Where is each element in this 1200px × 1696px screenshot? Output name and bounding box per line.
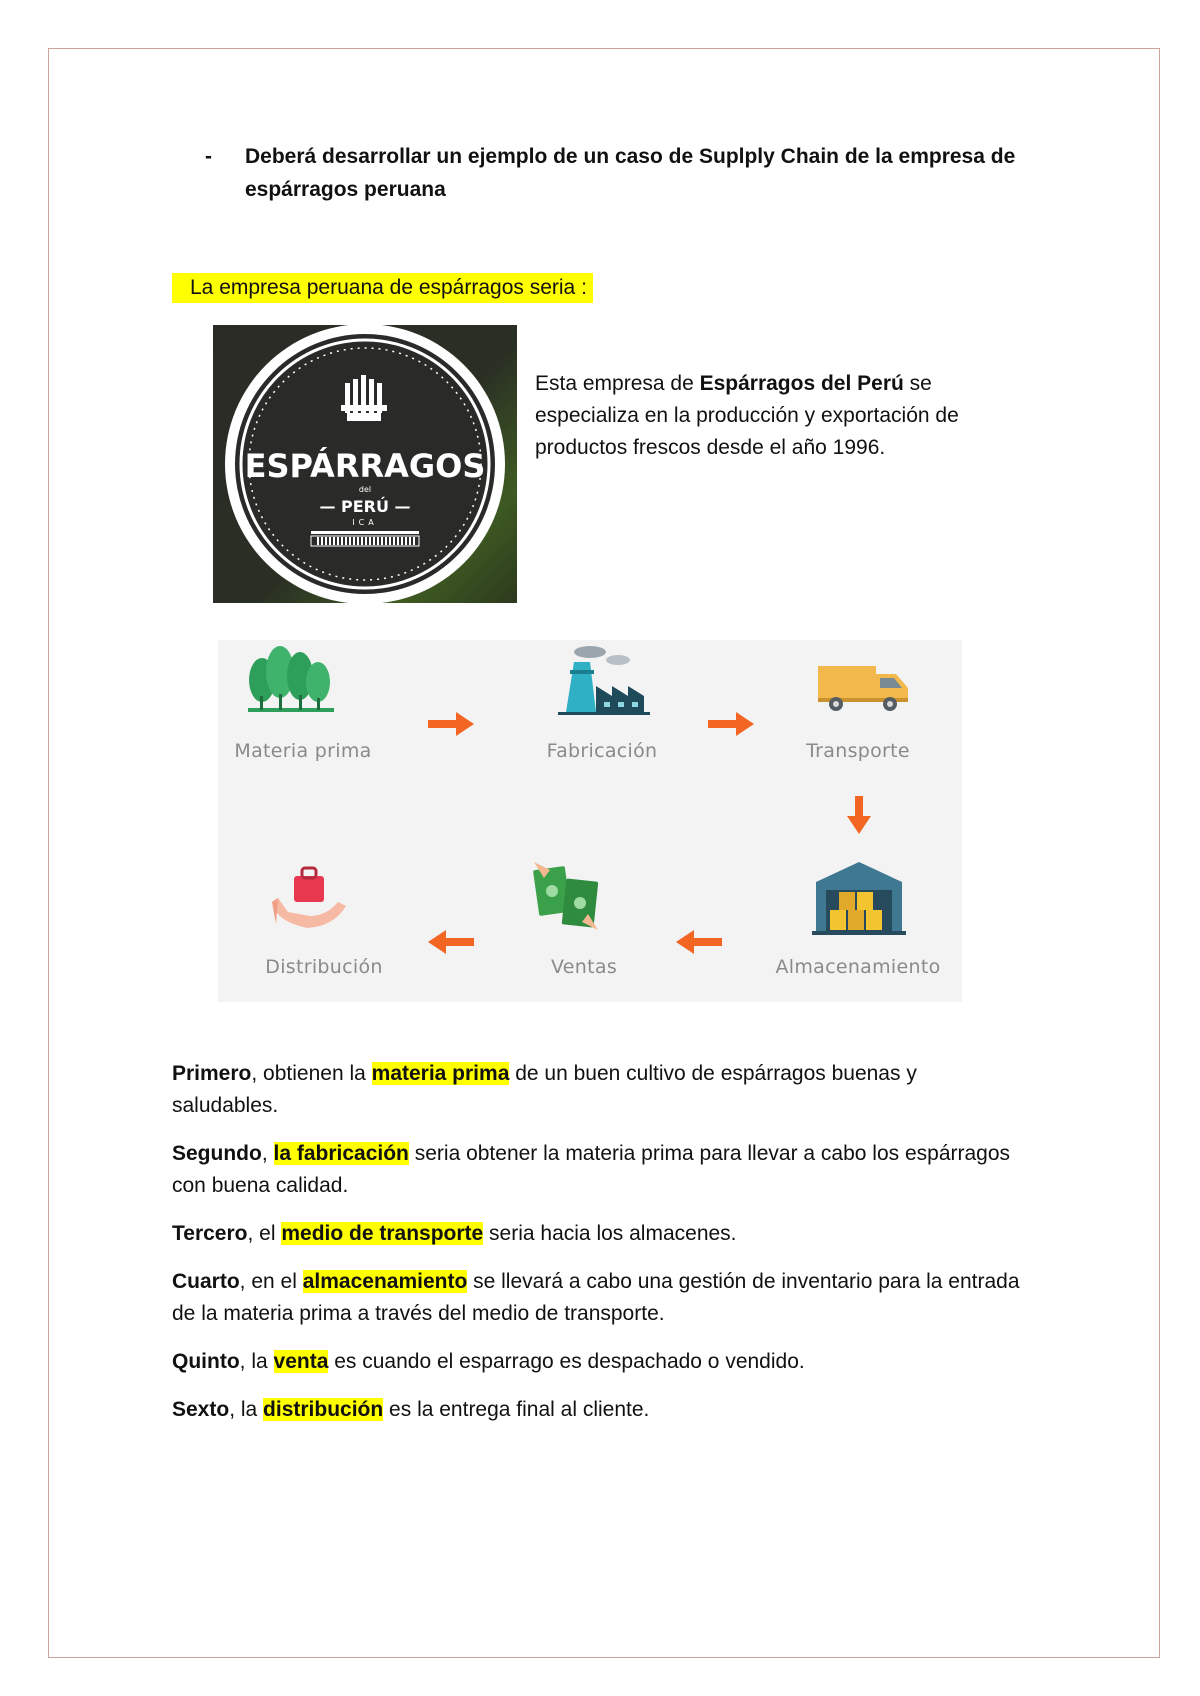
step-highlight: venta <box>273 1350 329 1373</box>
diagram-graphics <box>218 640 962 1002</box>
task-text: Deberá desarrollar un ejemplo de un caso de Suplply Chain de la empresa de espárragos peruana <box>245 145 1016 201</box>
arrow-right-2 <box>708 712 754 736</box>
step-text-b: se llevará a cabo una gestión de inventario para la entrada de la materia prima a través del medio de transporte. <box>172 1270 1020 1325</box>
intro-text: La empresa peruana de espárragos seria : <box>190 276 587 299</box>
intro-highlight <box>172 273 593 303</box>
step-highlight: distribución <box>263 1398 384 1421</box>
supply-chain-diagram <box>218 640 962 1002</box>
step-paragraph <box>172 1346 1022 1378</box>
factory-icon <box>558 646 650 715</box>
step-text-a: , el <box>247 1222 282 1245</box>
diagram-label-ventas: Ventas <box>550 956 618 978</box>
trees-icon <box>248 646 334 712</box>
diagram-label-almacenamiento: Almacenamiento <box>775 956 941 978</box>
step-lead: Segundo <box>172 1142 262 1165</box>
arrow-left-1 <box>676 930 722 954</box>
company-description <box>535 368 1005 464</box>
logo-country: — PERÚ — <box>319 497 411 516</box>
arrow-left-2 <box>428 930 474 954</box>
logo-small: del <box>358 485 372 494</box>
step-highlight: almacenamiento <box>302 1270 468 1293</box>
diagram-label-materia-prima: Materia prima <box>234 740 372 762</box>
step-lead: Cuarto <box>172 1270 240 1293</box>
diagram-label-transporte: Transporte <box>806 740 910 762</box>
hand-bag-icon <box>272 868 346 928</box>
step-text-a: , <box>261 1142 274 1165</box>
step-text-b: seria obtener la materia prima para llevar a cabo los espárragos con buena calidad. <box>172 1142 1011 1197</box>
company-name: Espárragos del Perú <box>699 372 904 395</box>
step-text-b: es cuando el esparrago es despachado o vendido. <box>328 1350 805 1373</box>
task-statement <box>205 140 1055 206</box>
arrow-down <box>847 796 871 834</box>
step-text-a: , la <box>239 1350 274 1373</box>
step-paragraph <box>172 1394 1022 1426</box>
step-text-a: , en el <box>239 1270 303 1293</box>
step-highlight: la fabricación <box>273 1142 409 1165</box>
step-text-b: es la entrega final al cliente. <box>383 1398 650 1421</box>
step-text-a: , la <box>229 1398 264 1421</box>
logo-badge <box>213 325 517 603</box>
step-highlight: materia prima <box>371 1062 510 1085</box>
step-lead: Primero <box>172 1062 252 1085</box>
barcode-strip <box>311 531 419 546</box>
step-text-b: de un buen cultivo de espárragos buenas y saludables. <box>172 1062 917 1117</box>
steps-list <box>172 1058 1022 1442</box>
step-lead: Quinto <box>172 1350 240 1373</box>
step-lead: Tercero <box>172 1222 248 1245</box>
task-bullet: - <box>205 145 212 168</box>
step-lead: Sexto <box>172 1398 230 1421</box>
company-logo <box>213 325 517 603</box>
arrow-right-1 <box>428 712 474 736</box>
step-paragraph <box>172 1266 1022 1330</box>
step-paragraph <box>172 1058 1022 1122</box>
company-suffix: se especializa en la producción y exportación de productos frescos desde el año 1996. <box>535 372 959 459</box>
truck-icon <box>818 666 908 711</box>
logo-word: ESPÁRRAGOS <box>244 447 486 485</box>
diagram-label-fabricacion: Fabricación <box>546 740 658 762</box>
step-highlight: medio de transporte <box>281 1222 484 1245</box>
step-text-b: seria hacia los almacenes. <box>483 1222 737 1245</box>
logo-city: ICA <box>352 518 378 527</box>
step-paragraph <box>172 1218 1022 1250</box>
diagram-label-distribucion: Distribución <box>265 956 383 978</box>
step-text-a: , obtienen la <box>251 1062 372 1085</box>
warehouse-icon <box>812 862 906 935</box>
step-paragraph <box>172 1138 1022 1202</box>
company-prefix: Esta empresa de <box>535 372 700 395</box>
money-exchange-icon <box>533 862 598 930</box>
